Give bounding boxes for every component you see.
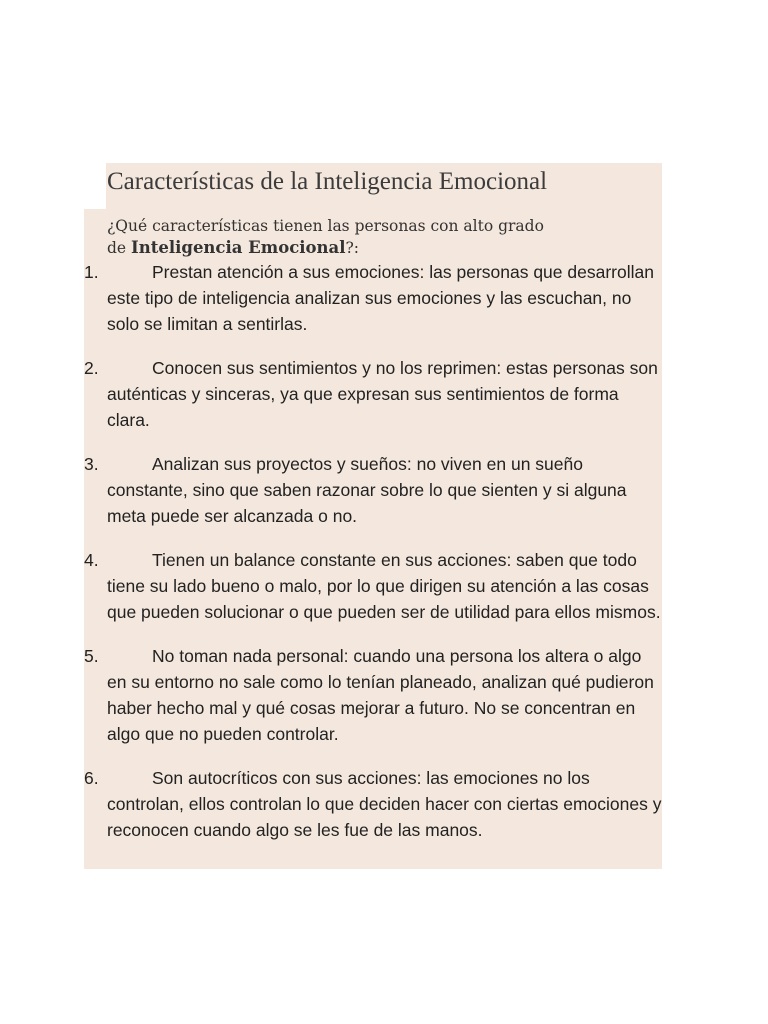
document-title: Características de la Inteligencia Emocional <box>107 168 548 195</box>
list-item <box>84 547 662 625</box>
list-item <box>84 765 662 843</box>
item-number: 1. <box>84 262 99 282</box>
item-text: Conocen sus sentimientos y no los reprimen: estas personas son auténticas y sinceras, ya que expresan sus sentimientos de forma clara. <box>107 358 658 430</box>
intro-line-2 <box>107 237 627 259</box>
item-text: Prestan atención a sus emociones: las personas que desarrollan este tipo de inteligencia analizan sus emociones y las escuchan, no solo se limitan a sentirlas. <box>107 262 654 334</box>
list-item <box>84 643 662 747</box>
intro-prefix: de <box>107 239 132 257</box>
item-text: No toman nada personal: cuando una persona los altera o algo en su entorno no sale como lo tenían planeado, analizan qué pudieron haber hecho mal y qué cosas mejorar a futuro. No se concentran en algo que no pueden controlar. <box>107 646 654 744</box>
intro-question <box>107 215 627 259</box>
characteristics-list <box>84 259 662 861</box>
item-number: 4. <box>84 550 99 570</box>
item-number: 5. <box>84 646 99 666</box>
item-text: Son autocríticos con sus acciones: las emociones no los controlan, ellos controlan lo que deciden hacer con ciertas emociones y reconocen cuando algo se les fue de las manos. <box>107 768 662 840</box>
intro-line-1: ¿Qué características tienen las personas con alto grado <box>107 217 544 235</box>
item-text: Analizan sus proyectos y sueños: no viven en un sueño constante, sino que saben razonar sobre lo que sienten y si alguna meta puede ser alcanzada o no. <box>107 454 627 526</box>
item-number: 2. <box>84 358 99 378</box>
list-item <box>84 355 662 433</box>
list-item <box>84 259 662 337</box>
item-text: Tienen un balance constante en sus acciones: saben que todo tiene su lado bueno o malo, por lo que dirigen su atención a las cosas que pueden solucionar o que pueden ser de utilidad para ellos mismos. <box>107 550 661 622</box>
intro-emphasis: Inteligencia Emocional <box>131 238 346 257</box>
item-number: 6. <box>84 768 99 788</box>
intro-suffix: ?: <box>345 239 360 257</box>
list-item <box>84 451 662 529</box>
item-number: 3. <box>84 454 99 474</box>
